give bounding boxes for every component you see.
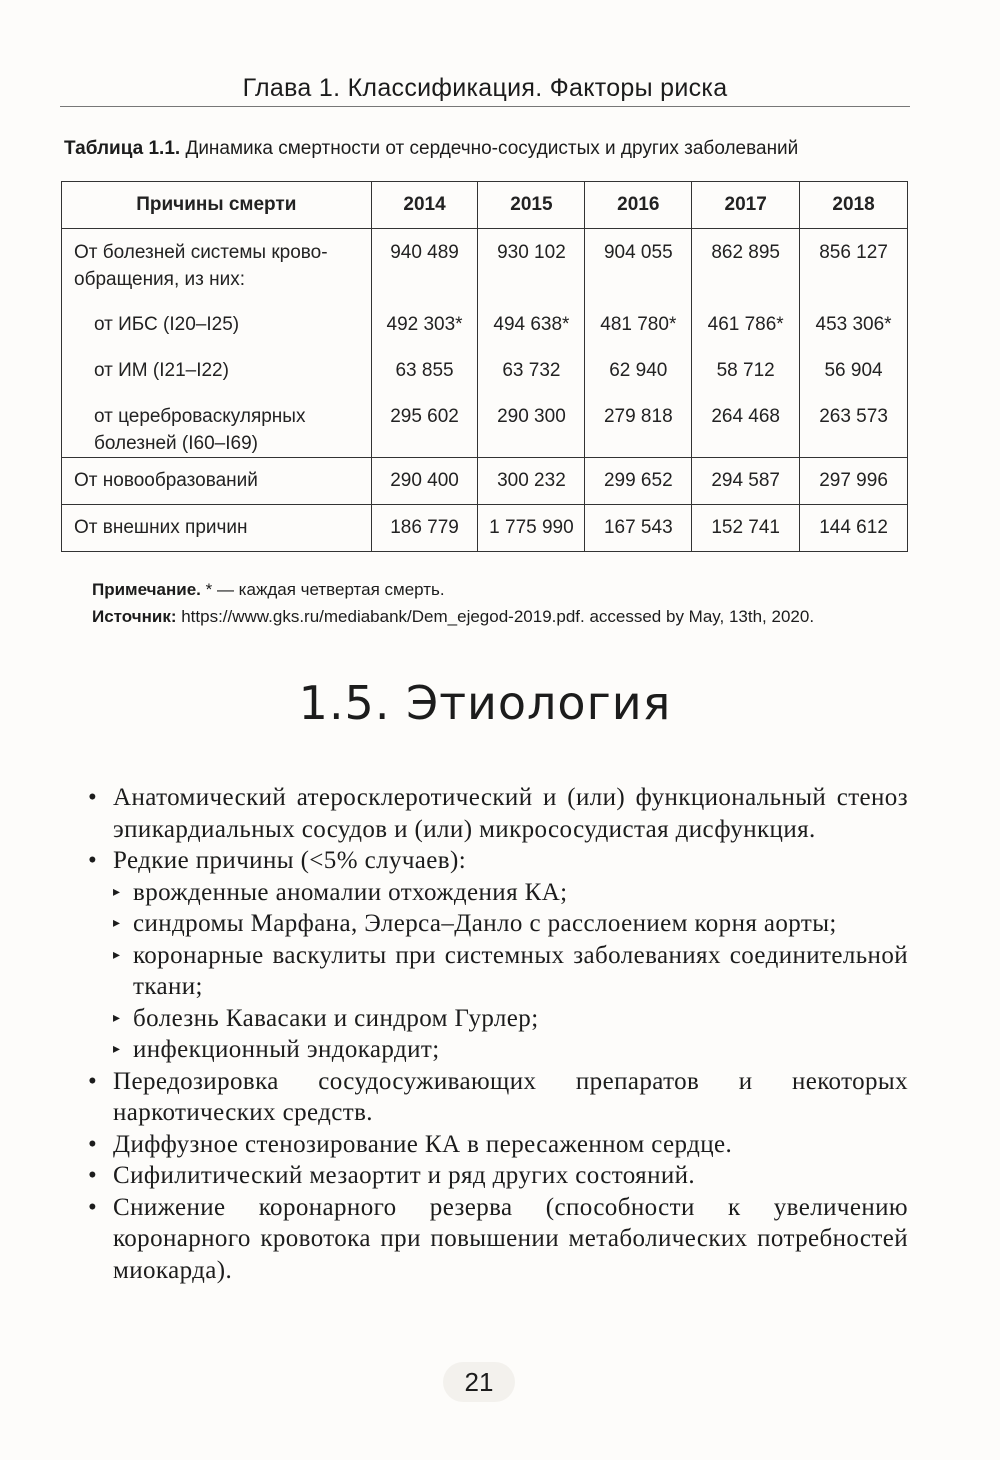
table-cell: 492 303* <box>371 302 478 348</box>
table-cell: 856 127 <box>800 229 908 303</box>
table-cell: 494 638* <box>478 302 585 348</box>
note-label: Примечание. <box>92 580 201 599</box>
table-cell: 461 786* <box>692 302 800 348</box>
list-item <box>88 1160 908 1192</box>
row-label-line: От болезней системы крово- <box>74 242 328 263</box>
table-notes <box>92 576 814 630</box>
sub-list-item-text: коронарные васкулиты при системных заболеваниях соединительной ткани; <box>133 941 908 1000</box>
table-cell: 186 779 <box>371 505 478 552</box>
table-cell: 279 818 <box>585 394 692 458</box>
column-header-2018: 2018 <box>800 182 908 229</box>
column-header-2017: 2017 <box>692 182 800 229</box>
triangle-bullet-icon: ▸ <box>113 916 121 931</box>
row-label-line: от цереброваскулярных <box>94 406 306 427</box>
table-cell: 58 712 <box>692 348 800 394</box>
table-cell: 453 306* <box>800 302 908 348</box>
table-cell: 297 996 <box>800 458 908 505</box>
bullet-icon: • <box>88 1067 98 1095</box>
list-item-text: Анатомический атеросклеротический и (или) функциональный стеноз эпикардиальных сосудов и (или) микрососудистая дисфункция. <box>113 784 908 843</box>
table-row <box>62 505 908 552</box>
triangle-bullet-icon: ▸ <box>113 884 121 900</box>
list-item-text: Сифилитический мезаортит и ряд других состояний. <box>113 1162 696 1189</box>
table-cell: 144 612 <box>800 505 908 552</box>
table-caption-text: Динамика смертности от сердечно-сосудистых и других заболеваний <box>180 138 799 159</box>
table-cell: 152 741 <box>692 505 800 552</box>
table-cell: 294 587 <box>692 458 800 505</box>
table-cell: 862 895 <box>692 229 800 303</box>
header-divider <box>60 106 910 107</box>
table-row <box>62 348 908 394</box>
bullet-icon: • <box>88 784 98 811</box>
table-caption-label: Таблица 1.1. <box>64 138 181 159</box>
list-item-text: Редкие причины (<5% случаев): <box>113 847 467 874</box>
etiology-list <box>88 782 908 1286</box>
table-cell: 167 543 <box>585 505 692 552</box>
table-cell: 481 780* <box>585 302 692 348</box>
triangle-bullet-icon: ▸ <box>113 947 121 963</box>
mortality-table <box>61 181 908 552</box>
column-header-2015: 2015 <box>478 182 585 229</box>
table-row <box>62 458 908 505</box>
table-cell: 940 489 <box>371 229 478 303</box>
bullet-icon: • <box>88 1130 98 1158</box>
row-label <box>62 229 372 303</box>
list-item <box>88 845 908 877</box>
table-cell: 290 300 <box>478 394 585 458</box>
sub-list-item-text: болезнь Кавасаки и синдром Гурлер; <box>133 1004 539 1032</box>
section-title: 1.5. Этиология <box>298 676 672 730</box>
table-cell: 300 232 <box>478 458 585 505</box>
note-line <box>92 576 814 603</box>
row-label <box>62 394 372 458</box>
sub-list-item-text: синдромы Марфана, Элерса–Данло с расслоением корня аорты; <box>133 910 837 937</box>
table-cell: 63 732 <box>478 348 585 394</box>
sub-list-item <box>88 877 908 909</box>
bullet-icon: • <box>88 1193 98 1221</box>
list-item <box>88 782 908 845</box>
triangle-bullet-icon: ▸ <box>113 1042 121 1057</box>
table-caption <box>64 138 914 160</box>
table-cell: 299 652 <box>585 458 692 505</box>
bullet-icon: • <box>88 1162 98 1189</box>
table-cell: 290 400 <box>371 458 478 505</box>
sub-list-item-text: инфекционный эндокардит; <box>133 1036 440 1063</box>
page-number: 21 <box>443 1362 515 1402</box>
table-header-row <box>62 182 908 229</box>
sub-list-item <box>88 940 908 1003</box>
table-cell: 63 855 <box>371 348 478 394</box>
row-label: от ИБС (I20–I25) <box>62 302 372 348</box>
source-line <box>92 603 814 630</box>
table-cell: 62 940 <box>585 348 692 394</box>
table-cell: 1 775 990 <box>478 505 585 552</box>
row-label: От новообразований <box>62 458 372 505</box>
table-row <box>62 394 908 458</box>
bullet-icon: • <box>88 847 98 874</box>
note-text: * — каждая четвертая смерть. <box>200 580 445 599</box>
column-header-2016: 2016 <box>585 182 692 229</box>
table-row <box>62 229 908 303</box>
table-cell: 263 573 <box>800 394 908 458</box>
row-label: от ИМ (I21–I22) <box>62 348 372 394</box>
sub-list-item <box>88 1003 908 1035</box>
table-row <box>62 302 908 348</box>
source-label: Источник: <box>92 607 177 626</box>
sub-list-item-text: врожденные аномалии отхождения КА; <box>133 878 568 906</box>
list-item-text: Передозировка сосудосуживающих препаратов и некоторых наркотических средств. <box>113 1067 908 1126</box>
list-item-text: Снижение коронарного резерва (способности к увеличению коронарного кровотока при повышении метаболических потребностей миокарда). <box>113 1193 908 1284</box>
row-label-line: болезней (I60–I69) <box>94 433 258 454</box>
list-item <box>88 1066 908 1129</box>
running-header: Глава 1. Классификация. Факторы риска <box>242 74 728 102</box>
source-text: https://www.gks.ru/mediabank/Dem_ejegod-2019.pdf. accessed by May, 13th, 2020. <box>176 607 815 626</box>
list-item-text: Диффузное стенозирование КА в пересаженном сердце. <box>113 1130 733 1158</box>
column-header-cause: Причины смерти <box>62 182 372 229</box>
table-cell: 930 102 <box>478 229 585 303</box>
row-label-line: обращения, из них: <box>74 269 246 290</box>
sub-list-item <box>88 1034 908 1066</box>
triangle-bullet-icon: ▸ <box>113 1010 121 1026</box>
sub-list-item <box>88 908 908 940</box>
table-cell: 264 468 <box>692 394 800 458</box>
table-cell: 295 602 <box>371 394 478 458</box>
table-cell: 56 904 <box>800 348 908 394</box>
list-item <box>88 1129 908 1161</box>
list-item <box>88 1192 908 1287</box>
column-header-2014: 2014 <box>371 182 478 229</box>
table-cell: 904 055 <box>585 229 692 303</box>
row-label: От внешних причин <box>62 505 372 552</box>
